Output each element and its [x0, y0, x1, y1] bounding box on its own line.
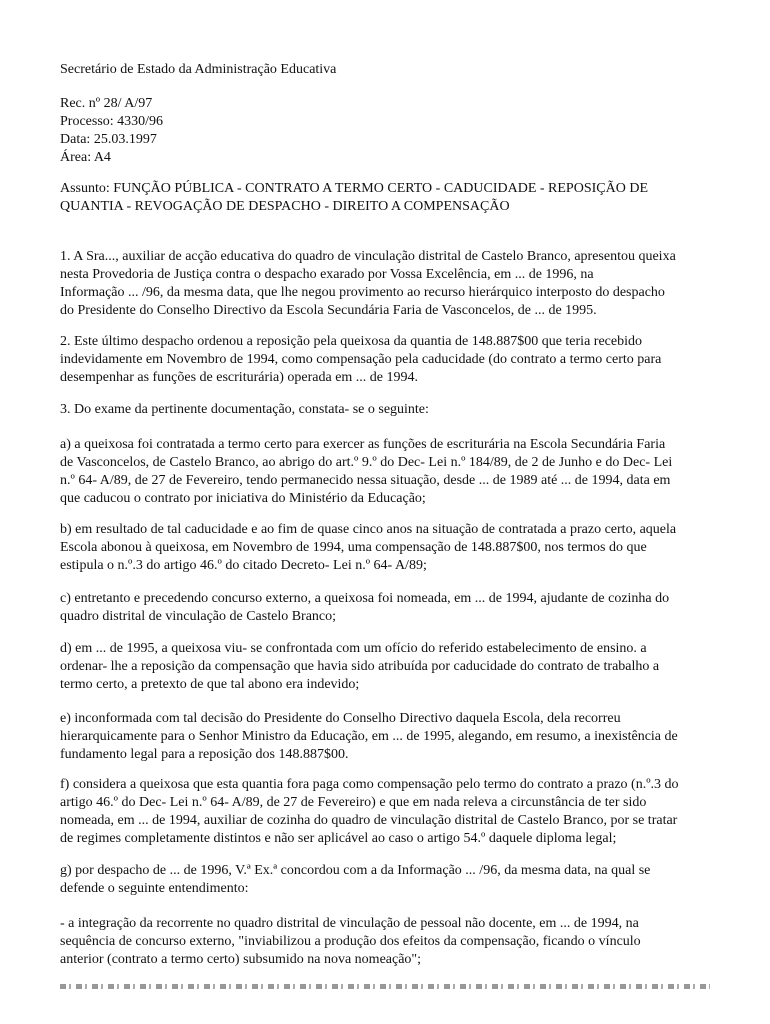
paragraph-line: n.º 64- A/89, de 27 de Fevereiro, tendo permanecido nessa situação, desde ... de 1989 até ... de 1994, data em [60, 473, 671, 488]
paragraph-line: 2. Este último despacho ordenou a reposição pela queixosa da quantia de 148.887$00 que teria recebido [60, 334, 642, 349]
paragraph-line: b) em resultado de tal caducidade e ao fim de quase cinco anos na situação de contratada a prazo certo, aquela [60, 522, 677, 537]
paragraph-line: de Vasconcelos, de Castelo Branco, ao abrigo do art.º 9.º do Dec- Lei n.º 184/89, de 2 de Junho e do Dec- Lei [60, 455, 673, 470]
paragraph-line: - a integração da recorrente no quadro distrital de vinculação de pessoal não docente, em ... de 1994, na [60, 916, 639, 931]
paragraph-line: sequência de concurso externo, "inviabilizou a produção dos efeitos da compensação, ficando o vínculo [60, 934, 641, 949]
document-title [60, 61, 710, 79]
paragraph-line: desempenhar as funções de escriturária) operada em ... de 1994. [60, 370, 419, 385]
meta-rec: Rec. nº 28/ A/97 [60, 96, 153, 111]
meta-processo: Processo: 4330/96 [60, 114, 164, 129]
document-title-text: Secretário de Estado da Administração Educativa [60, 62, 337, 77]
paragraph-line: que caducou o contrato por iniciativa do Ministério da Educação; [60, 491, 426, 506]
paragraph-line: Informação ... /96, da mesma data, que lhe negou provimento ao recurso hierárquico interposto do despacho [60, 285, 665, 300]
paragraph-line: 3. Do exame da pertinente documentação, constata- se o seguinte: [60, 402, 429, 417]
paragraph-line: estipula o n.º.3 do artigo 46.º do citado Decreto- Lei n.º 64- A/89; [60, 558, 427, 573]
paragraph-line: hierarquicamente para o Senhor Ministro da Educação, em ... de 1995, alegando, em resumo, a inexistência de [60, 729, 678, 744]
paragraph-line: g) por despacho de ... de 1996, V.ª Ex.ª concordou com a da Informação ... /96, da mesma data, na qual se [60, 863, 651, 878]
paragraph-f [60, 776, 710, 848]
meta-area: Área: A4 [60, 150, 111, 165]
cut-off-next-line [60, 984, 710, 1024]
paragraph-line: quadro distrital de vinculação de Castelo Branco; [60, 609, 337, 624]
paragraph-line: e) inconformada com tal decisão do Presidente do Conselho Directivo daquela Escola, dela recorreu [60, 711, 621, 726]
paragraph-line: de regimes completamente distintos e não ser aplicável ao caso o artigo 54.º daquele diploma legal; [60, 831, 617, 846]
paragraph-a [60, 436, 710, 508]
paragraph-line: nomeada, em ... de 1994, auxiliar de cozinha do quadro de vinculação distrital de Castelo Branco, por se tratar [60, 813, 678, 828]
paragraph-d [60, 640, 710, 694]
paragraph-line: nesta Provedoria de Justiça contra o despacho exarado por Vossa Excelência, em ... de 1996, na [60, 267, 594, 282]
paragraph-line: d) em ... de 1995, a queixosa viu- se confrontada com um ofício do referido estabelecimento de ensino. a [60, 641, 647, 656]
paragraph-e [60, 710, 710, 764]
paragraph-line: fundamento legal para a reposição dos 148.887$00. [60, 747, 349, 762]
paragraph-line: anterior (contrato a termo certo) subsumido na nova nomeação"; [60, 952, 422, 967]
paragraph-g [60, 862, 710, 898]
paragraph-line: ordenar- lhe a reposição da compensação que havia sido atribuída por caducidade do contrato de trabalho a [60, 659, 660, 674]
paragraph-b [60, 521, 710, 575]
paragraph-1 [60, 248, 710, 320]
subject [60, 180, 710, 216]
subject-line: Assunto: FUNÇÃO PÚBLICA - CONTRATO A TERMO CERTO - CADUCIDADE - REPOSIÇÃO DE [60, 181, 648, 196]
paragraph-2 [60, 333, 710, 387]
paragraph-c [60, 590, 710, 626]
cut-off-text-fragment [60, 984, 710, 989]
paragraph-line: termo certo, a pretexto de que tal abono era indevido; [60, 677, 360, 692]
meta-data: Data: 25.03.1997 [60, 132, 157, 147]
paragraph-line: c) entretanto e precedendo concurso externo, a queixosa foi nomeada, em ... de 1994, ajudante de cozinha do [60, 591, 670, 606]
paragraph-line: artigo 46.º do Dec- Lei n.º 64- A/89, de 27 de Fevereiro) e que em nada releva a circunstância de ter sido [60, 795, 647, 810]
paragraph-3 [60, 401, 710, 419]
paragraph-line: 1. A Sra..., auxiliar de acção educativa do quadro de vinculação distrital de Castelo Branco, apresentou queixa [60, 249, 676, 264]
document-meta [60, 95, 710, 167]
paragraph-line: a) a queixosa foi contratada a termo certo para exercer as funções de escriturária na Escola Secundária Faria [60, 437, 666, 452]
paragraph-g-quote [60, 915, 710, 969]
subject-line: QUANTIA - REVOGAÇÃO DE DESPACHO - DIREITO A COMPENSAÇÃO [60, 199, 510, 214]
paragraph-line: f) considera a queixosa que esta quantia fora paga como compensação pelo termo do contrato a prazo (n.º.3 do [60, 777, 679, 792]
paragraph-line: indevidamente em Novembro de 1994, como compensação pela caducidade (do contrato a termo certo para [60, 352, 662, 367]
paragraph-line: defende o seguinte entendimento: [60, 881, 249, 896]
paragraph-line: Escola abonou à queixosa, em Novembro de 1994, uma compensação de 148.887$00, nos termos do que [60, 540, 647, 555]
paragraph-line: do Presidente do Conselho Directivo da Escola Secundária Faria de Vasconcelos, de ... de 1995. [60, 303, 597, 318]
